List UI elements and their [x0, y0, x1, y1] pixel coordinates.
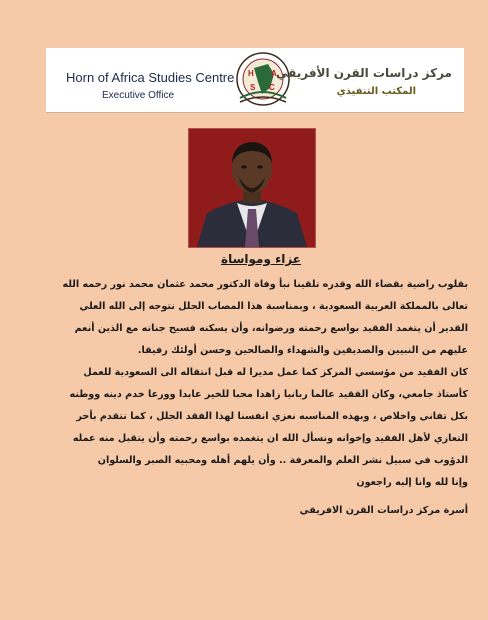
signature: أسرة مركز دراسات القرن الافريقي: [299, 505, 468, 516]
english-office-name: Executive Office: [102, 90, 175, 101]
letterhead: [46, 48, 464, 113]
english-org-name: Horn of Africa Studies Centre: [66, 70, 235, 85]
paragraph-1: بقلوب راضية بقضاء الله وقدره تلقينا نبأ وفاة الدكتور محمد عثمان محمد نور رحمه الله تعالى بالمملكة العربية السعودية ، وبمناسبة هذا المصاب الجلل نتوجه إلى الله العلي القدير أن يتغمد الفقيد بواسع رحمته ورضوانه، وأن يسكنه فسيح جناته مع الذين أنعم عليهم من النبيين والصديقين والشهداء والصالحين وحسن أولئك رفيقا.: [62, 279, 468, 356]
condolence-text: [54, 252, 468, 522]
condolence-page: [10, 10, 478, 610]
arabic-org-name: مركز دراسات القرن الأفريقي: [275, 66, 452, 80]
svg-text:A: A: [271, 69, 277, 78]
arabic-office-name: المكتب التنفيذي: [336, 86, 416, 97]
article-heading: عزاء ومواساة: [220, 252, 301, 266]
svg-text:C: C: [269, 83, 275, 92]
closing-line: وإنا لله وانا إليه راجعون: [356, 477, 468, 488]
svg-text:H: H: [248, 69, 254, 78]
hasc-logo: [234, 52, 292, 110]
paragraph-2: كان الفقيد من مؤسسي المركز كما عمل مديرا له قبل انتقاله الى السعودية للعمل كأستاذ جامعي، وكان الفقيد عالما ربانيا زاهدا محبا للخير عابدا وورعا خدم دينه ووطنه بكل تفاني واخلاص ، وبهذه المناسبه نعزي انفسنا لهذا الفقد الجلل ، كما نتقدم بأحر التعازي لأهل الفقيد وإخوانه ونسأل الله ان يتغمده بواسع رحمته وأن يتقبل منه عمله الدؤوب في سبيل نشر العلم والمعرفة .. وأن يلهم أهله ومحبيه الصبر والسلوان: [69, 367, 468, 466]
portrait-photo: [188, 128, 316, 248]
svg-text:S: S: [250, 83, 256, 92]
